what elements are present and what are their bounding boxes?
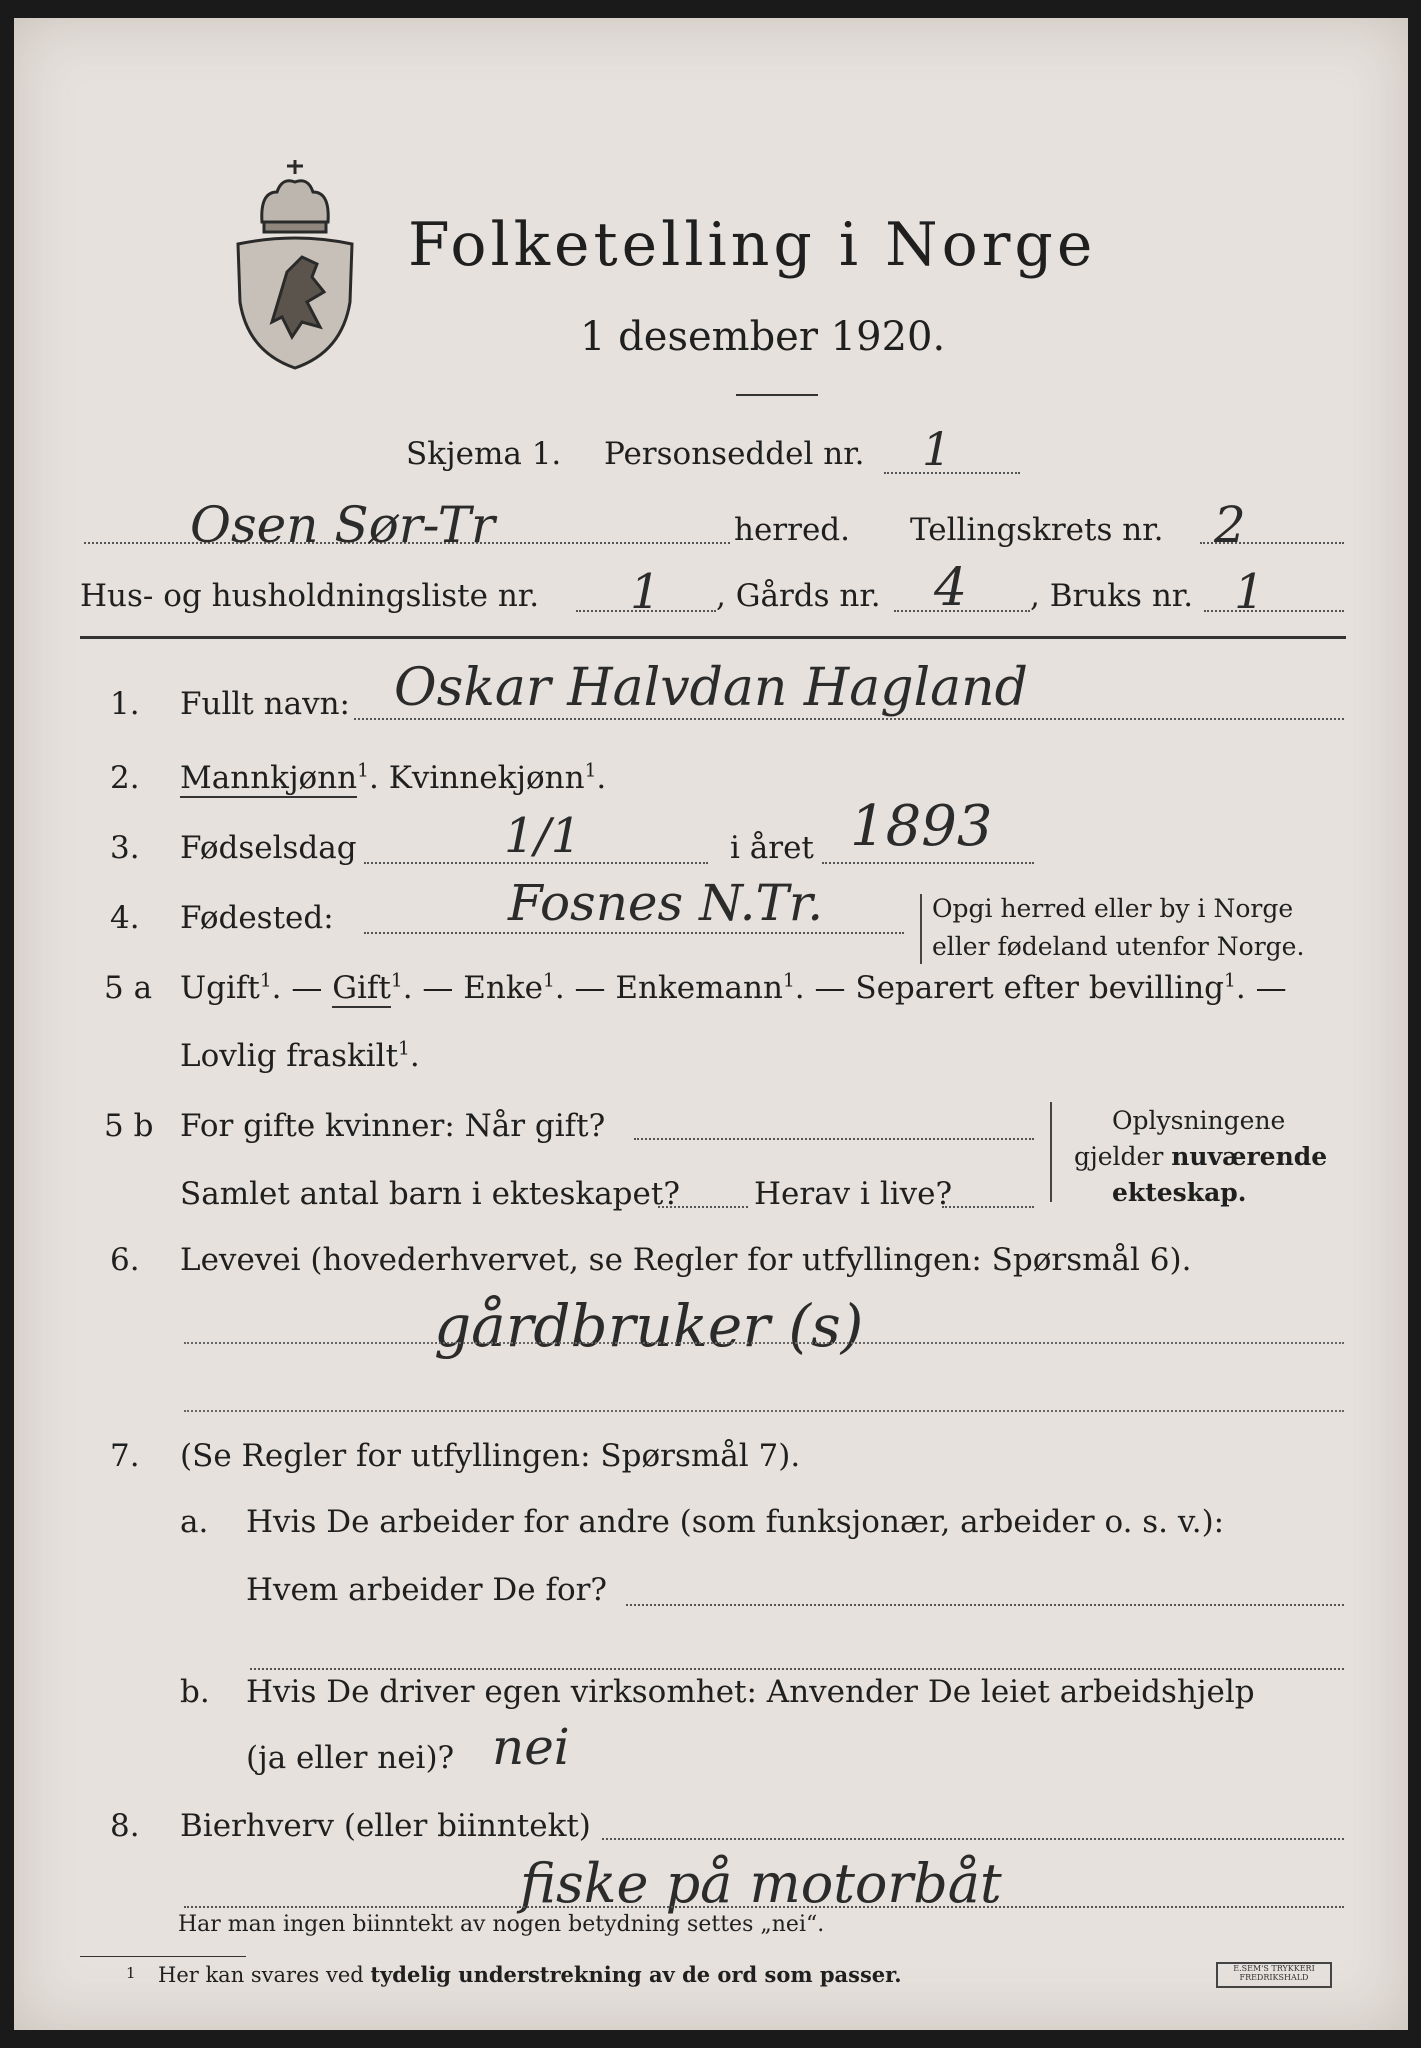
- herred-value[interactable]: Osen Sør-Tr: [190, 496, 495, 554]
- q5a-ugift[interactable]: Ugift: [180, 970, 260, 1006]
- q5b-note-line1: Oplysningene: [1112, 1106, 1286, 1135]
- gards-label: , Gårds nr.: [716, 578, 881, 614]
- personseddel-value[interactable]: 1: [922, 422, 952, 476]
- bruks-label: , Bruks nr.: [1030, 578, 1194, 614]
- q5a-enke[interactable]: Enke: [463, 970, 543, 1006]
- q2-female[interactable]: Kvinnekjønn: [388, 760, 585, 796]
- q5b-note-line3: ekteskap.: [1112, 1178, 1247, 1207]
- hus-value[interactable]: 1: [630, 564, 661, 620]
- footnote-text: Her kan svares ved tydelig understrekning av de ord som passer.: [158, 1962, 902, 1987]
- q3-label: Fødselsdag: [180, 830, 357, 866]
- q7a-sub: Hvem arbeider De for?: [246, 1572, 608, 1608]
- tellingskrets-label: Tellingskrets nr.: [910, 512, 1164, 548]
- norwegian-coat-of-arms-icon: [232, 152, 358, 372]
- q5a-number: 5 a: [104, 970, 153, 1006]
- q8-note: Har man ingen biinntekt av nogen betydning settes „nei“.: [178, 1912, 825, 1937]
- q5b-barn-label: Samlet antal barn i ekteskapet?: [180, 1176, 680, 1212]
- schema-label: Skjema 1.: [406, 436, 562, 472]
- q3-year-label: i året: [730, 830, 814, 866]
- q4-birthplace[interactable]: Fosnes N.Tr.: [508, 874, 824, 932]
- herred-label: herred.: [734, 512, 850, 548]
- q4-note-line1: Opgi herred eller by i Norge: [932, 894, 1294, 923]
- gards-value[interactable]: 4: [934, 558, 968, 618]
- q8-label: Bierhverv (eller biinntekt): [180, 1808, 591, 1844]
- q6-label: Levevei (hovederhvervet, se Regler for utfyllingen: Spørsmål 6).: [180, 1242, 1192, 1278]
- hus-label: Hus- og husholdningsliste nr.: [80, 578, 540, 614]
- q5a-options: Ugift$^1$. — Gift$^1$. — Enke$^1$. — Enkemann$^1$. — Separert efter bevilling$^1$. —: [180, 970, 1287, 1006]
- census-date: 1 desember 1920.: [580, 314, 946, 360]
- q5a-gift[interactable]: Gift: [332, 970, 391, 1006]
- q5b-number: 5 b: [104, 1108, 154, 1144]
- q7-label: (Se Regler for utfyllingen: Spørsmål 7).: [180, 1438, 801, 1474]
- q7b-label: Hvis De driver egen virksomhet: Anvender De leiet arbeidshjelp: [246, 1674, 1255, 1710]
- q2-options: Mannkjønn$^1$. Kvinnekjønn$^1$.: [180, 760, 607, 796]
- q1-number: 1.: [110, 686, 140, 722]
- footnote-mark: 1: [126, 1964, 136, 1982]
- q1-label: Fullt navn:: [180, 686, 350, 722]
- q7b-sub: (ja eller nei)?: [246, 1740, 455, 1776]
- q2-number: 2.: [110, 760, 140, 796]
- census-form: [14, 18, 1408, 2030]
- q3-birth-year[interactable]: 1893: [850, 794, 993, 859]
- q5b-label: For gifte kvinner: Når gift?: [180, 1108, 606, 1144]
- q5a-separert[interactable]: Separert efter bevilling: [855, 970, 1225, 1006]
- q8-number: 8.: [110, 1808, 140, 1844]
- q5b-note-line2: gjelder nuværende: [1074, 1142, 1328, 1171]
- q7a-label: Hvis De arbeider for andre (som funksjonær, arbeider o. s. v.):: [246, 1504, 1225, 1540]
- q5a-fraskilt[interactable]: Lovlig fraskilt: [180, 1038, 399, 1074]
- q6-occupation[interactable]: gårdbruker (s): [434, 1292, 864, 1360]
- q7-number: 7.: [110, 1438, 140, 1474]
- q4-number: 4.: [110, 900, 140, 936]
- footnote-rule: [80, 1956, 246, 1957]
- q2-male[interactable]: Mannkjønn: [180, 760, 358, 796]
- q7a-letter: a.: [180, 1504, 209, 1540]
- q7b-answer[interactable]: nei: [492, 1718, 570, 1776]
- q5b-live-label: Herav i live?: [754, 1176, 953, 1212]
- bruks-value[interactable]: 1: [1234, 564, 1265, 620]
- q1-full-name[interactable]: Oskar Halvdan Hagland: [394, 658, 1028, 718]
- q7b-letter: b.: [180, 1674, 210, 1710]
- title-divider: [736, 394, 818, 396]
- q4-note-line2: eller fødeland utenfor Norge.: [932, 932, 1305, 961]
- tellingskrets-value[interactable]: 2: [1214, 496, 1246, 554]
- form-title: Folketelling i Norge: [408, 210, 1097, 280]
- q5a-enkemann[interactable]: Enkemann: [615, 970, 783, 1006]
- printer-stamp: E.SEM'S TRYKKERI FREDRIKSHALD: [1216, 1962, 1332, 1988]
- q4-label: Fødested:: [180, 900, 334, 936]
- q6-number: 6.: [110, 1242, 140, 1278]
- q5a-fraskilt-line: Lovlig fraskilt$^1$.: [180, 1038, 420, 1074]
- header-rule: [80, 636, 1346, 639]
- q8-side-income[interactable]: fiske på motorbåt: [520, 1852, 1002, 1915]
- q3-number: 3.: [110, 830, 140, 866]
- q3-birthday[interactable]: 1/1: [504, 808, 582, 864]
- personseddel-label: Personseddel nr.: [604, 436, 865, 472]
